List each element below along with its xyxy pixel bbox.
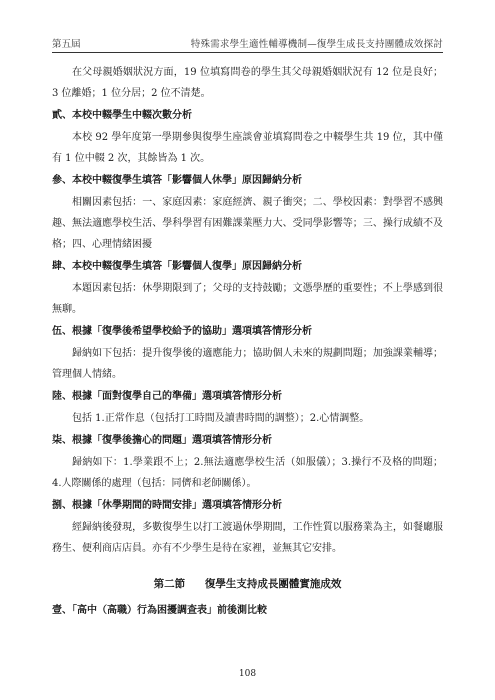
- heading-dropout-count: 貳、本校中輟學生中輟次數分析: [52, 110, 192, 121]
- heading-dropout-reasons: 參、本校中輟復學生填答「影響個人休學」原因歸納分析: [52, 175, 302, 186]
- paragraph-parent-marital-status: 在父母親婚姻狀況方面，19 位填寫問卷的學生其父母親婚姻狀況有 12 位是良好；3 位離婚；1 位分居；2 位不清楚。: [52, 67, 443, 99]
- section-title: [52, 573, 443, 595]
- header-title: 特殊需求學生適性輔導機制—復學生成長支持團體成效探討: [190, 39, 443, 50]
- heading-school-assistance: 伍、根據「復學後希望學校給予的協助」選項填答情形分析: [52, 326, 312, 337]
- subheading-survey-comparison: 壹、「高中（高職）行為困擾調查表」前後測比較: [52, 605, 267, 616]
- paragraph-time-arrangement: 經歸納後發現，多數復學生以打工渡過休學期間，工作性質以服務業為主，如餐廳服務生、便利商店店員。亦有不少學生是待在家裡，並無其它安排。: [52, 522, 443, 554]
- heading-concerns: 柒、根據「復學後擔心的問題」選項填答情形分析: [52, 435, 272, 446]
- paragraph-dropout-reasons: 相關因素包括：一、家庭因素：家庭經濟、親子衝突；二、學校因素：對學習不感興趣、無法適應學校生活、學科學習有困難課業壓力大、受同學影響等；三、操行成績不及格；四、心理情緒困擾: [52, 197, 443, 250]
- paragraph-concerns: 歸納如下：1.學業跟不上；2.無法適應學校生活（如服儀）；3.操行不及格的問題；4.人際關係的處理（包括：同儕和老師關係）。: [52, 457, 443, 489]
- page-number: 108: [238, 669, 257, 679]
- page-header: [52, 36, 443, 52]
- heading-self-preparation: 陸、根據「面對復學自己的準備」選項填答情形分析: [52, 391, 282, 402]
- section-number: 第二節: [153, 578, 186, 590]
- page-content: [52, 62, 443, 622]
- heading-return-reasons: 肆、本校中輟復學生填答「影響個人復學」原因歸納分析: [52, 261, 302, 272]
- heading-time-arrangement: 捌、根據「休學期間的時間安排」選項填答情形分析: [52, 500, 282, 511]
- paragraph-self-preparation: 包括 1.正常作息（包括打工時間及讀書時間的調整）；2.心情調整。: [72, 413, 370, 424]
- header-edition: 第五屆: [52, 39, 81, 50]
- paragraph-school-assistance: 歸納如下包括：提升復學後的適應能力；協助個人未來的規劃問題；加強課業輔導；管理個人情緒。: [52, 348, 443, 380]
- section-name: 復學生支持成長團體實施成效: [204, 578, 342, 590]
- paragraph-dropout-count: 本校 92 學年度第一學期參與復學生座談會並填寫問卷之中輟學生共 19 位，其中僅有 1 位中輟 2 次，其餘皆為 1 次。: [52, 132, 443, 164]
- paragraph-return-reasons: 本題因素包括：休學期限到了；父母的支持鼓勵；文憑學歷的重要性；不上學感到很無聊。: [52, 283, 443, 315]
- header-divider: [52, 52, 443, 53]
